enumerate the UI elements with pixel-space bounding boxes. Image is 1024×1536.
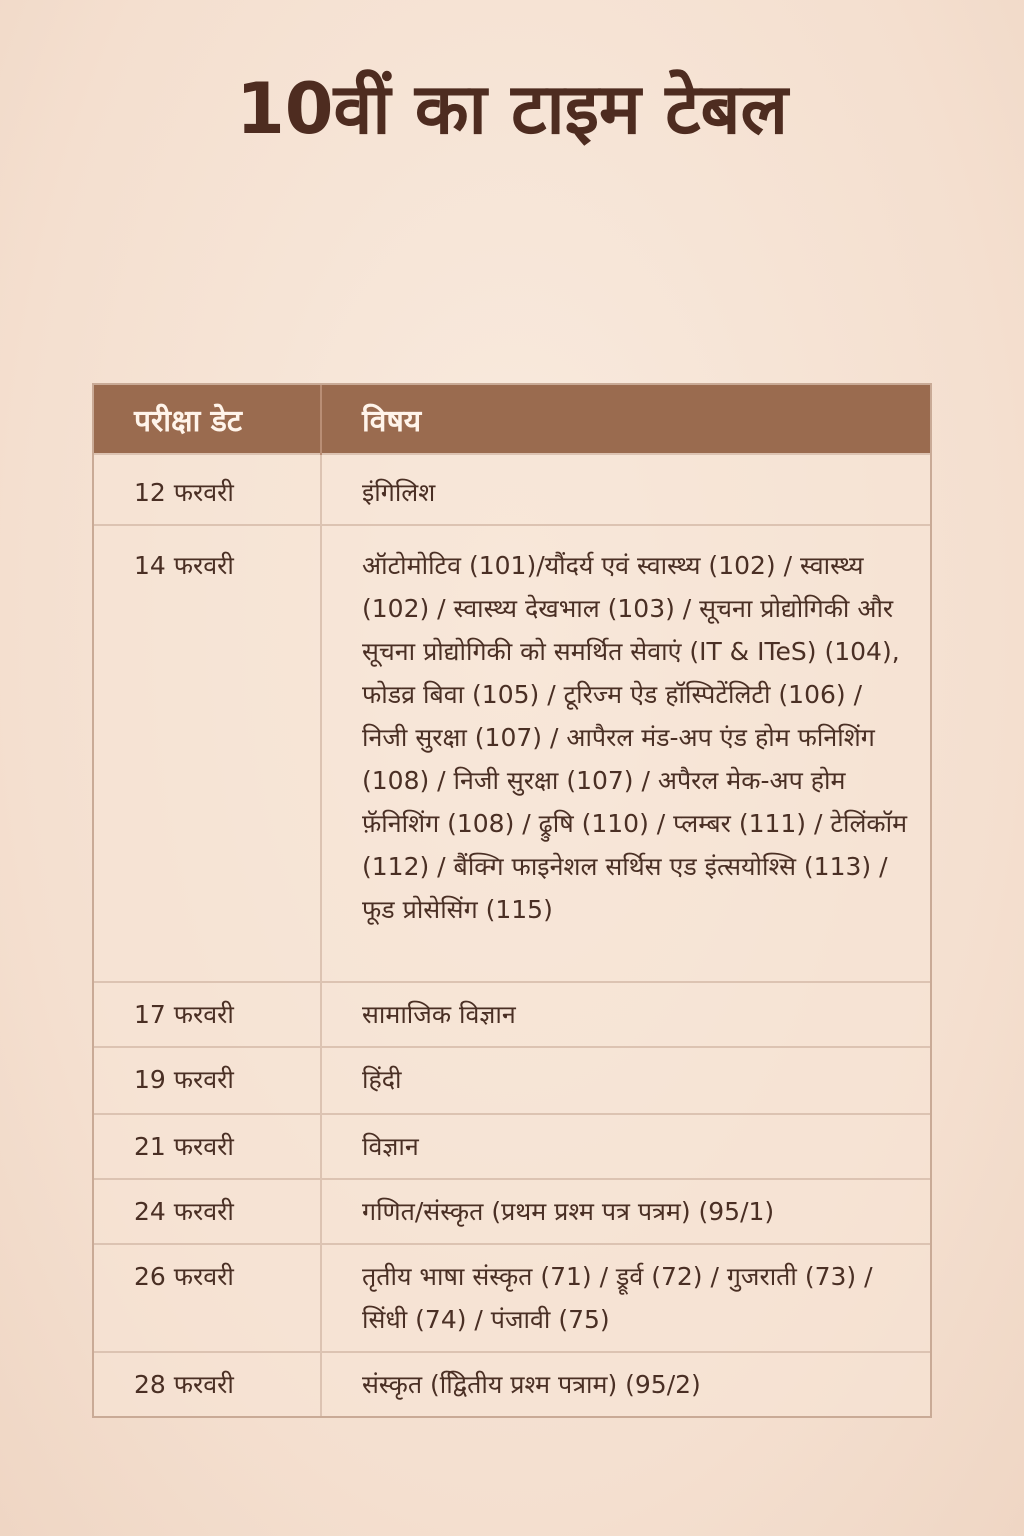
- timetable-table: [94, 385, 930, 1416]
- row-subject: तृतीय भाषा संस्कृत (71) / ड्रूर्व (72) / गुजराती (73) / सिंधी (74) / पंजावी (75): [321, 1244, 930, 1352]
- row-date: 21 फरवरी: [94, 1114, 321, 1179]
- row-date: 17 फरवरी: [94, 982, 321, 1047]
- table-row: [94, 1352, 930, 1416]
- row-subject: विज्ञान: [321, 1114, 930, 1179]
- row-date: 14 फरवरी: [94, 525, 321, 982]
- table-header-row: [94, 385, 930, 454]
- table-row: [94, 1047, 930, 1114]
- table-row: [94, 1114, 930, 1179]
- row-subject: ऑटोमोटिव (101)/यौंदर्य एवं स्वास्थ्य (102) / स्वास्थ्य (102) / स्वास्थ्य देखभाल (103) / सूचना प्रोद्योगिकी और सूचना प्रोद्योगिकी को समर्थित सेवाएं (IT & ITeS) (104), फोडव्र बिवा (105) / टूरिज्म ऐड हॉस्पिटेंलिटी (106) / निजी सुरक्षा (107) / आपैरल मंड-अप एंड होम फनिशिंग (108) / निजी सुरक्षा (107) / अपैरल मेक-अप होम फ़ॅनिशिंग (108) / ढ्रुषि (110) / प्लम्बर (111) / टेलिंकॉम (112) / बैंक्गि फाइनेशल सर्थिस एड इंत्सयोश्सि (113) / फूड प्रोसेसिंग (115): [321, 525, 930, 982]
- row-subject: इंगिलिश: [321, 454, 930, 525]
- row-subject: संस्कृत (द्विितीय प्रश्म पत्राम) (95/2): [321, 1352, 930, 1416]
- table-row: [94, 1179, 930, 1244]
- row-date: 24 फरवरी: [94, 1179, 321, 1244]
- table-row: [94, 454, 930, 525]
- row-subject: सामाजिक विज्ञान: [321, 982, 930, 1047]
- row-date: 26 फरवरी: [94, 1244, 321, 1352]
- row-date: 19 फरवरी: [94, 1047, 321, 1114]
- table-row: [94, 525, 930, 982]
- row-date: 12 फरवरी: [94, 454, 321, 525]
- table-row: [94, 982, 930, 1047]
- table-row: [94, 1244, 930, 1352]
- header-exam-date: परीक्षा डेट: [94, 385, 321, 454]
- exam-timetable: [92, 383, 932, 1418]
- row-subject: हिंदी: [321, 1047, 930, 1114]
- row-subject: गणित/संस्कृत (प्रथम प्रश्म पत्र पत्रम) (95/1): [321, 1179, 930, 1244]
- row-date: 28 फरवरी: [94, 1352, 321, 1416]
- header-subject: विषय: [321, 385, 930, 454]
- page-title: 10वीं का टाइम टेबल: [236, 68, 788, 150]
